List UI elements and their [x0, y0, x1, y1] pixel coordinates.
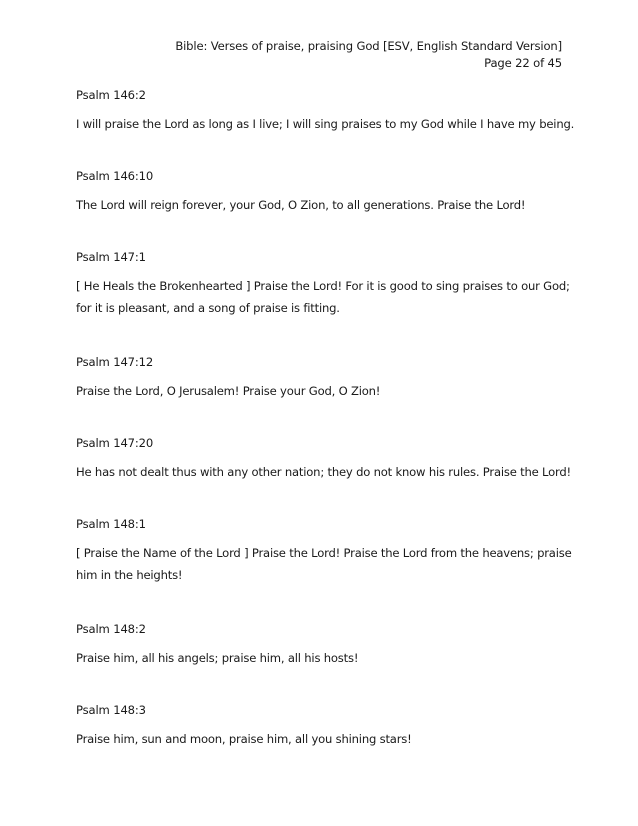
verse-text: He has not dealt thus with any other nation; they do not know his rules. Praise the Lord!: [76, 465, 571, 479]
verse-reference: Psalm 147:1: [76, 250, 146, 264]
verse-reference: Psalm 146:2: [76, 88, 146, 102]
verse-item: [76, 435, 576, 516]
verse-reference: Psalm 148:2: [76, 622, 146, 636]
verse-item: [76, 249, 576, 354]
page-number: Page 22 of 45: [484, 56, 562, 70]
verse-reference: Psalm 147:20: [76, 436, 154, 450]
verse-item: [76, 702, 576, 783]
verse-text: [ Praise the Name of the Lord ] Praise the Lord! Praise the Lord from the heavens; praise him in the heights!: [76, 546, 572, 582]
verse-item: [76, 168, 576, 249]
document-title: Bible: Verses of praise, praising God [ESV, English Standard Version]: [175, 39, 562, 53]
verse-reference: Psalm 148:3: [76, 703, 146, 717]
verse-item: [76, 87, 576, 168]
verse-text: The Lord will reign forever, your God, O Zion, to all generations. Praise the Lord!: [76, 198, 526, 212]
verse-text: [ He Heals the Brokenhearted ] Praise the Lord! For it is good to sing praises to our God; for it is pleasant, and a song of praise is fitting.: [76, 279, 570, 315]
page-header: [175, 38, 562, 72]
verse-text: Praise him, sun and moon, praise him, all you shining stars!: [76, 732, 412, 746]
verse-text: I will praise the Lord as long as I live; I will sing praises to my God while I have my being.: [76, 117, 575, 131]
verse-reference: Psalm 148:1: [76, 517, 146, 531]
verse-item: [76, 621, 576, 702]
verse-list: [76, 87, 576, 783]
verse-reference: Psalm 146:10: [76, 169, 154, 183]
verse-reference: Psalm 147:12: [76, 355, 154, 369]
verse-item: [76, 516, 576, 621]
verse-text: Praise him, all his angels; praise him, all his hosts!: [76, 651, 359, 665]
verse-item: [76, 354, 576, 435]
verse-text: Praise the Lord, O Jerusalem! Praise your God, O Zion!: [76, 384, 381, 398]
